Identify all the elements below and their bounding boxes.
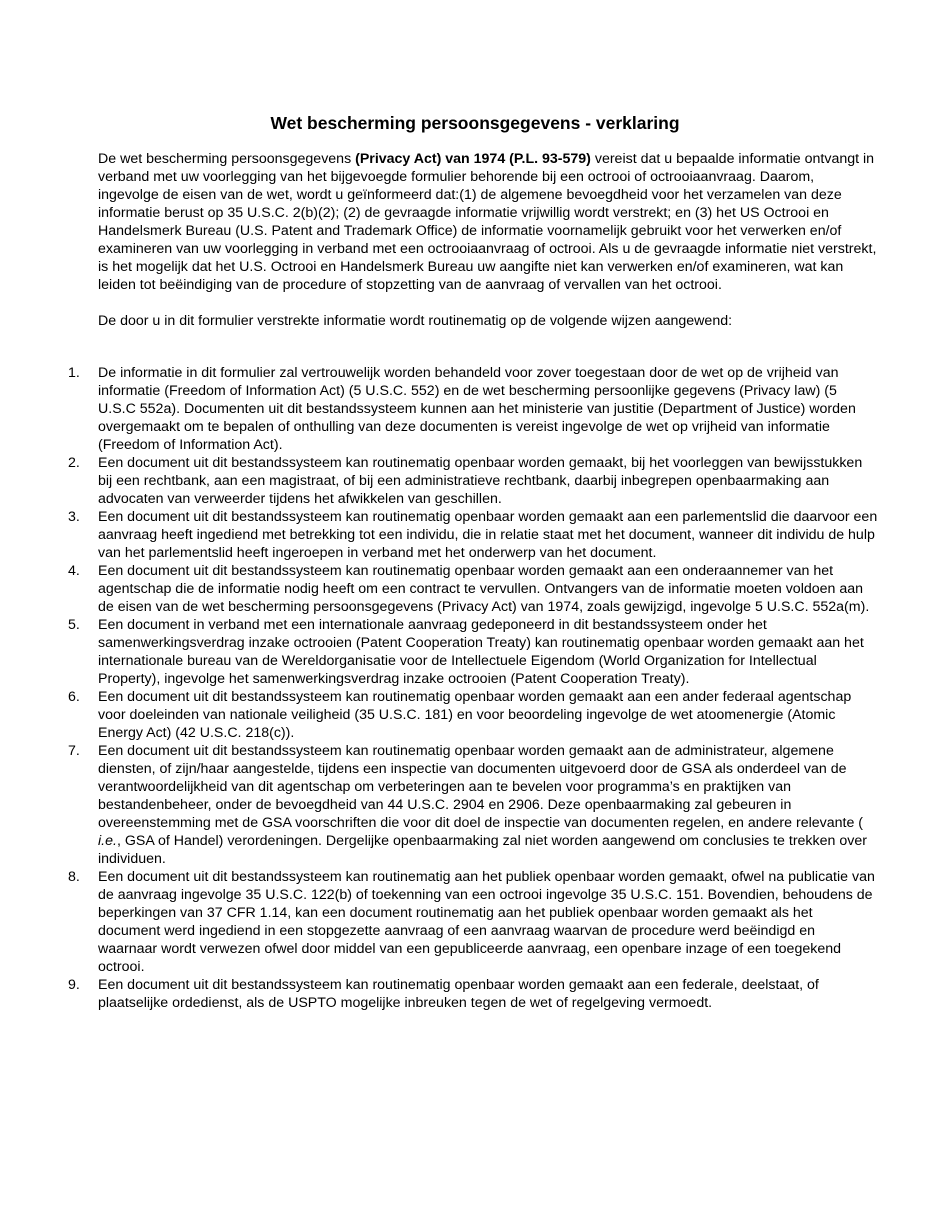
list-item-number: 4. [68,563,80,579]
list-item-text: Een document uit dit bestandssysteem kan routinematig aan het publiek openbaar worden gemaakt, ofwel na publicatie van de aanvraag ingevolge 35 U.S.C. 122(b) of toekenning van een octrooi ingevolge 35 U.S.C. 151. Bovendien, behoudens de beperkingen van 37 CFR 1.14, kan een document routinematig aan het publiek openbaar worden gemaakt als het document werd ingediend in een stopgezette aanvraag of een aanvraag waarvan de procedure werd beëindigd en waarnaar wordt verwezen ofwel door middel van een gepubliceerde aanvraag, een openbare inzage of een toegekend octrooi. [98,869,875,975]
list-item-text: Een document in verband met een internationale aanvraag gedeponeerd in dit bestandssysteem onder het samenwerkingsverdrag inzake octrooien (Patent Cooperation Treaty) kan routinematig openbaar worden gemaakt aan het internationale bureau van de Wereldorganisatie voor de Intellectuele Eigendom (World Organization for Intellectual Property), ingevolge het samenwerkingsverdrag inzake octrooien (Patent Cooperation Treaty). [98,617,864,687]
list-item-number: 1. [68,365,80,381]
list-item-number: 5. [68,617,80,633]
intro-text-rest: vereist dat u bepaalde informatie ontvangt in verband met uw voorlegging van het bijgevoegde formulier behorende bij een octrooi of octrooiaanvraag. Daarom, ingevolge de eisen van de wet, wordt u geïnformeerd dat:(1) de algemene bevoegdheid voor het verzamelen van deze informatie berust op 35 U.S.C. 2(b)(2); (2) de gevraagde informatie vrijwillig wordt verstrekt; en (3) het US Octrooi en Handelsmerk Bureau (U.S. Patent and Trademark Office) de informatie voornamelijk gebruikt voor het verwerken en/of examineren van uw voorlegging in verband met een octrooiaanvraag of octrooi. Als u de gevraagde informatie niet verstrekt, is het mogelijk dat het U.S. Octrooi en Handelsmerk Bureau uw aangifte niet kan verwerken en/of examineren, wat kan leiden tot beëindiging van de procedure of stopzetting van de aanvraag of vervallen van het octrooi. [98,151,877,293]
list-item [68,616,878,688]
intro-bold-citation: (Privacy Act) van 1974 (P.L. 93-579) [355,151,591,167]
list-item-text: Een document uit dit bestandssysteem kan routinematig openbaar worden gemaakt, bij het voorleggen van bewijsstukken bij een rechtbank, aan een magistraat, of bij een administratieve rechtbank, daarbij inbegrepen openbaarmaking aan advocaten van verweerder tijdens het afwikkelen van geschillen. [98,455,863,507]
list-item-number: 7. [68,743,80,759]
list-item [68,688,878,742]
routine-use-list [68,364,878,1012]
list-item-number: 2. [68,455,80,471]
intro-section [98,150,878,330]
list-item [68,454,878,508]
list-item-text-start: Een document uit dit bestandssysteem kan routinematig openbaar worden gemaakt aan de administrateur, algemene diensten, of zijn/haar aangestelde, tijdens een inspectie van documenten uitgevoerd door de GSA als onderdeel van de verantwoordelijkheid van dit agentschap om verbeteringen aan te bevelen voor programma’s en praktijken van bestandenbeheer, onder de bevoegdheid van 44 U.S.C. 2904 en 2906. Deze openbaarmaking zal gebeuren in overeenstemming met de GSA voorschriften die voor dit doel de inspectie van documenten regelen, en andere relevante ( [98,743,863,831]
list-item-text: Een document uit dit bestandssysteem kan routinematig openbaar worden gemaakt aan een onderaannemer van het agentschap die de informatie nodig heeft om een contract te vervullen. Ontvangers van de informatie moeten voldoen aan de eisen van de wet bescherming persoonsgegevens (Privacy Act) van 1974, zoals gewijzigd, ingevolge 5 U.S.C. 552a(m). [98,563,870,615]
list-item-number: 9. [68,977,80,993]
list-item-text: Een document uit dit bestandssysteem kan routinematig openbaar worden gemaakt aan een parlementslid die daarvoor een aanvraag heeft ingediend met betrekking tot een individu, die in relatie staat met het document, wanneer dit individu de hulp van het parlementslid heeft ingeroepen in verband met het onderwerp van het document. [98,509,878,561]
list-item [68,976,878,1012]
intro-text-start: De wet bescherming persoonsgegevens [98,151,356,167]
list-item-text [98,742,878,868]
intro-paragraph [98,150,878,294]
list-item-number: 3. [68,509,80,525]
list-item [68,868,878,976]
list-item [68,508,878,562]
list-item-text: De informatie in dit formulier zal vertrouwelijk worden behandeld voor zover toegestaan door de wet op de vrijheid van informatie (Freedom of Information Act) (5 U.S.C. 552) en de wet bescherming persoonlijke gegevens (Privacy law) (5 U.S.C 552a). Documenten uit dit bestandssysteem kunnen aan het ministerie van justitie (Department of Justice) worden overgemaakt om te bepalen of onthulling van deze documenten is vereist ingevolge de wet op vrijheid van informatie (Freedom of Information Act). [98,365,856,453]
list-item-text: Een document uit dit bestandssysteem kan routinematig openbaar worden gemaakt aan een federale, deelstaat, of plaatselijke ordedienst, als de USPTO mogelijke inbreuken tegen de wet of regelgeving vermoedt. [98,977,819,1011]
list-item-text-end: , GSA of Handel) verordeningen. Dergelijke openbaarmaking zal niet worden aangewend om conclusies te trekken over individuen. [98,833,867,867]
usage-intro-paragraph: De door u in dit formulier verstrekte informatie wordt routinematig op de volgende wijzen aangewend: [98,313,733,329]
list-item-italic-abbrev: i.e. [98,833,117,849]
list-item-number: 6. [68,689,80,705]
list-item [68,562,878,616]
list-item-number: 8. [68,869,80,885]
list-item-text: Een document uit dit bestandssysteem kan routinematig openbaar worden gemaakt aan een ander federaal agentschap voor doeleinden van nationale veiligheid (35 U.S.C. 181) en voor beoordeling ingevolge de wet atoomenergie (Atomic Energy Act) (42 U.S.C. 218(c)). [98,689,852,741]
list-item [68,742,878,868]
page-title: Wet bescherming persoonsgegevens - verklaring [270,113,680,133]
list-item [68,364,878,454]
